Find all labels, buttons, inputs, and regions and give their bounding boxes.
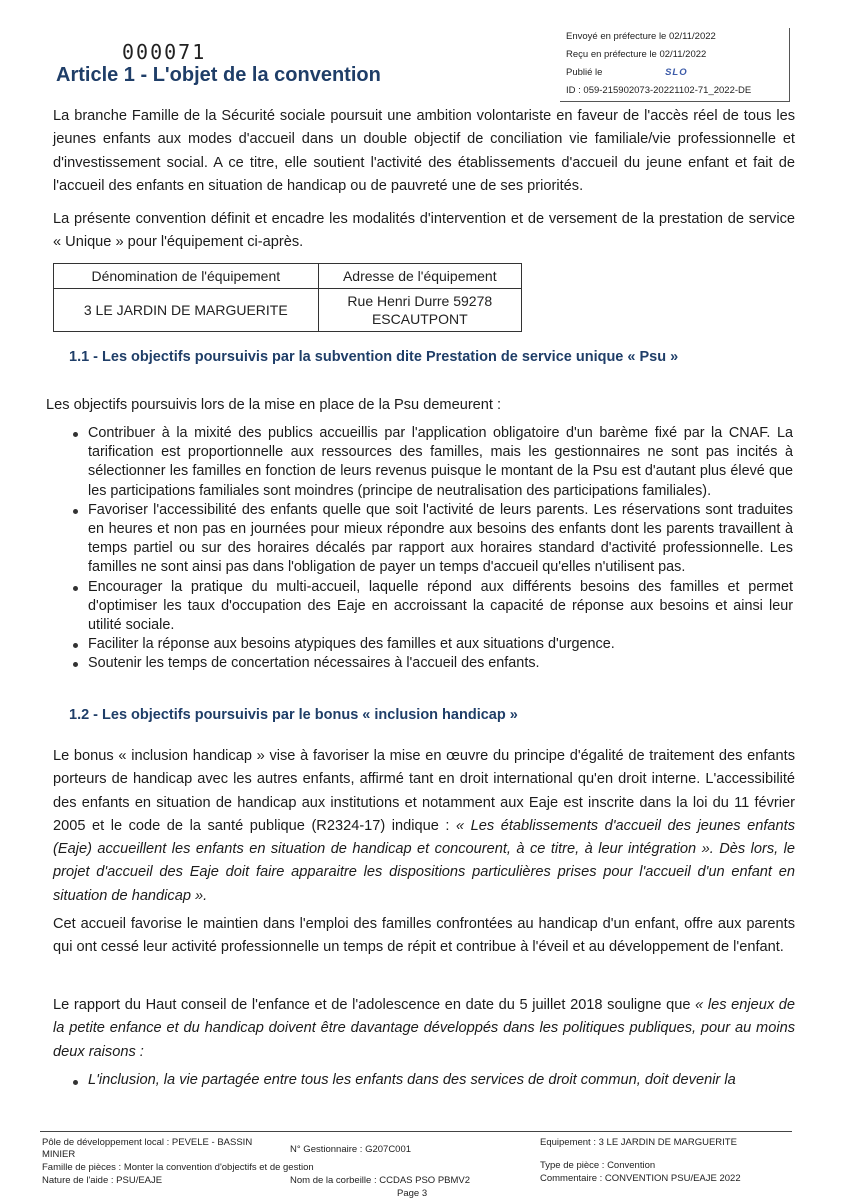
bullet-dot <box>73 662 78 667</box>
published-row <box>566 64 789 82</box>
act-id: ID : 059-215902073-20221102-71_2022-DE <box>566 85 752 96</box>
list-item-text: L'inclusion, la vie partagée entre tous les enfants dans des services de droit commun, doit devenir la <box>88 1072 736 1088</box>
list-item <box>88 654 793 673</box>
section-1-2-paragraph-3 <box>53 994 795 1064</box>
list-item <box>88 1072 793 1088</box>
section-1-1-lead: Les objectifs poursuivis lors de la mise en place de la Psu demeurent : <box>46 397 502 413</box>
footer-equipement: Equipement : 3 LE JARDIN DE MARGUERITE <box>540 1137 737 1148</box>
list-item <box>88 501 793 578</box>
equipment-address-cell <box>318 289 521 332</box>
footer-famille: Famille de pièces : Monter la convention d'objectifs et de gestion <box>42 1162 314 1173</box>
prefecture-receipt-box <box>560 28 790 102</box>
objectives-list <box>88 424 793 674</box>
section-1-1-title: 1.1 - Les objectifs poursuivis par la subvention dite Prestation de service unique « Psu » <box>69 349 679 365</box>
footer-corbeille: Nom de la corbeille : CCDAS PSO PBMV2 <box>290 1175 471 1186</box>
article-title: Article 1 - L'objet de la convention <box>56 64 381 86</box>
sent-date: Envoyé en préfecture le 02/11/2022 <box>566 31 716 42</box>
table-header-row <box>54 264 522 289</box>
list-item <box>88 424 793 501</box>
table-row <box>54 289 522 332</box>
bullet-dot <box>73 586 78 591</box>
paragraph-text: Le rapport du Haut conseil de l'enfance et de l'adolescence en date du 5 juillet 2018 souligne que <box>53 997 696 1013</box>
convention-paragraph: La présente convention définit et encadre les modalités d'intervention et de versement de la prestation de service « Unique » pour l'équipement ci-après. <box>53 211 795 251</box>
list-item <box>88 578 793 636</box>
equipment-name-cell: 3 LE JARDIN DE MARGUERITE <box>54 289 319 332</box>
list-item-text: Soutenir les temps de concertation nécessaires à l'accueil des enfants. <box>88 655 540 672</box>
footer-divider <box>40 1131 792 1132</box>
address-line-2: ESCAUTPONT <box>371 311 468 327</box>
header-equipment-address: Adresse de l'équipement <box>318 264 521 289</box>
equipment-table <box>53 263 522 332</box>
intro-paragraph: La branche Famille de la Sécurité sociale poursuit une ambition volontariste en faveur de l'accès réel de tous les jeunes enfants aux modes d'accueil dans un double objectif de conciliation vie familiale/vie professionnelle et d'investissement social. A ce titre, elle soutient l'activité des établissements d'accueil du jeune enfant et fait de l'accueil des enfants en situation de handicap ou de pauvreté une de ses priorités. <box>53 108 795 194</box>
slo-logo: SLO <box>665 67 688 78</box>
page-number: Page 3 <box>397 1188 428 1199</box>
list-item-text: Faciliter la réponse aux besoins atypiques des familles et aux situations d'urgence. <box>88 636 615 653</box>
footer-gestionnaire: N° Gestionnaire : G207C001 <box>290 1144 412 1155</box>
paragraph-quote: « Les établissements d'accueil des jeunes enfants (Eaje) accueillent les enfants en situation de handicap et concourent, à ce titre, à leur intégration ». Dès lors, le projet d'accueil des Eaje doit faire apparaitre les dispositions particulières prises pour l'accueil d'un enfant en situation de handicap ». <box>53 817 795 904</box>
document-stamp-number: 000071 <box>122 40 207 64</box>
footer-type-piece: Type de pièce : Convention <box>540 1160 656 1171</box>
bullet-dot <box>73 643 78 648</box>
paragraph-text: Le bonus « inclusion handicap » vise à favoriser la mise en œuvre du principe d'égalité de traitement des enfants porteurs de handicap avec les autres enfants, affirmé tant en droit international qu'en droit interne. L'accessibilité des enfants en situation de handicap aux institutions et notamment aux Eaje est inscrite dans la loi du 11 février 2005 et le code de la santé publique (R2324-17) indique : <box>53 748 795 834</box>
published-label: Publié le <box>566 67 603 78</box>
footer-pole: Pôle de développement local : PEVELE - BASSIN MINIER <box>42 1137 253 1160</box>
address-line-1: Rue Henri Durre 59278 <box>347 293 493 309</box>
bullet-dot <box>73 509 78 514</box>
list-item-text: Contribuer à la mixité des publics accueillis par l'application obligatoire d'un barème fixé par la CNAF. La tarification est proportionnelle aux ressources des familles, mais les gestionnaires ne sont pas incités à sélectionner les familles en fonction de leurs revenus puisque le montant de la Psu est d'autant plus élevé que les participations familiales sont moindres (principe de neutralisation des participations familiales). <box>88 425 793 499</box>
header-equipment-name: Dénomination de l'équipement <box>54 264 319 289</box>
footer-commentaire: Commentaire : CONVENTION PSU/EAJE 2022 <box>540 1173 741 1184</box>
paragraph-quote: « les enjeux de la petite enfance et du handicap doivent être davantage développés dans les politiques publiques, pour au moins deux raisons : <box>53 997 795 1060</box>
bullet-dot <box>73 432 78 437</box>
section-1-2-title: 1.2 - Les objectifs poursuivis par le bonus « inclusion handicap » <box>69 707 518 723</box>
bullet-dot <box>73 1080 78 1085</box>
section-1-2-paragraph-2: Cet accueil favorise le maintien dans l'emploi des familles confrontées au handicap d'un enfant, offre aux parents qui ont cessé leur activité professionnelle un temps de répit et contribue à l'éveil et au développement de l'enfant. <box>53 916 795 956</box>
footer-nature: Nature de l'aide : PSU/EAJE <box>42 1175 163 1186</box>
list-item <box>88 635 793 654</box>
list-item-text: Favoriser l'accessibilité des enfants quelle que soit l'activité de leurs parents. Les réservations sont traduites en heures et non pas en journées pour mieux répondre aux besoins des enfants dont les parents travaillent à temps partiel ou sur des horaires décalés par rapport aux horaires standard d'activité professionnelle. Les familles ne sont ainsi pas dans l'obligation de payer un temps d'accueil qu'elles n'utilisent pas. <box>88 501 793 576</box>
section-1-2-paragraph-1 <box>53 745 795 908</box>
list-item-text: Encourager la pratique du multi-accueil, laquelle répond aux différents besoins des familles et permet d'optimiser les taux d'occupation des Eaje en accroissant la capacité de réponse aux besoins et ainsi leur utilité sociale. <box>88 578 793 634</box>
received-date: Reçu en préfecture le 02/11/2022 <box>566 49 707 60</box>
